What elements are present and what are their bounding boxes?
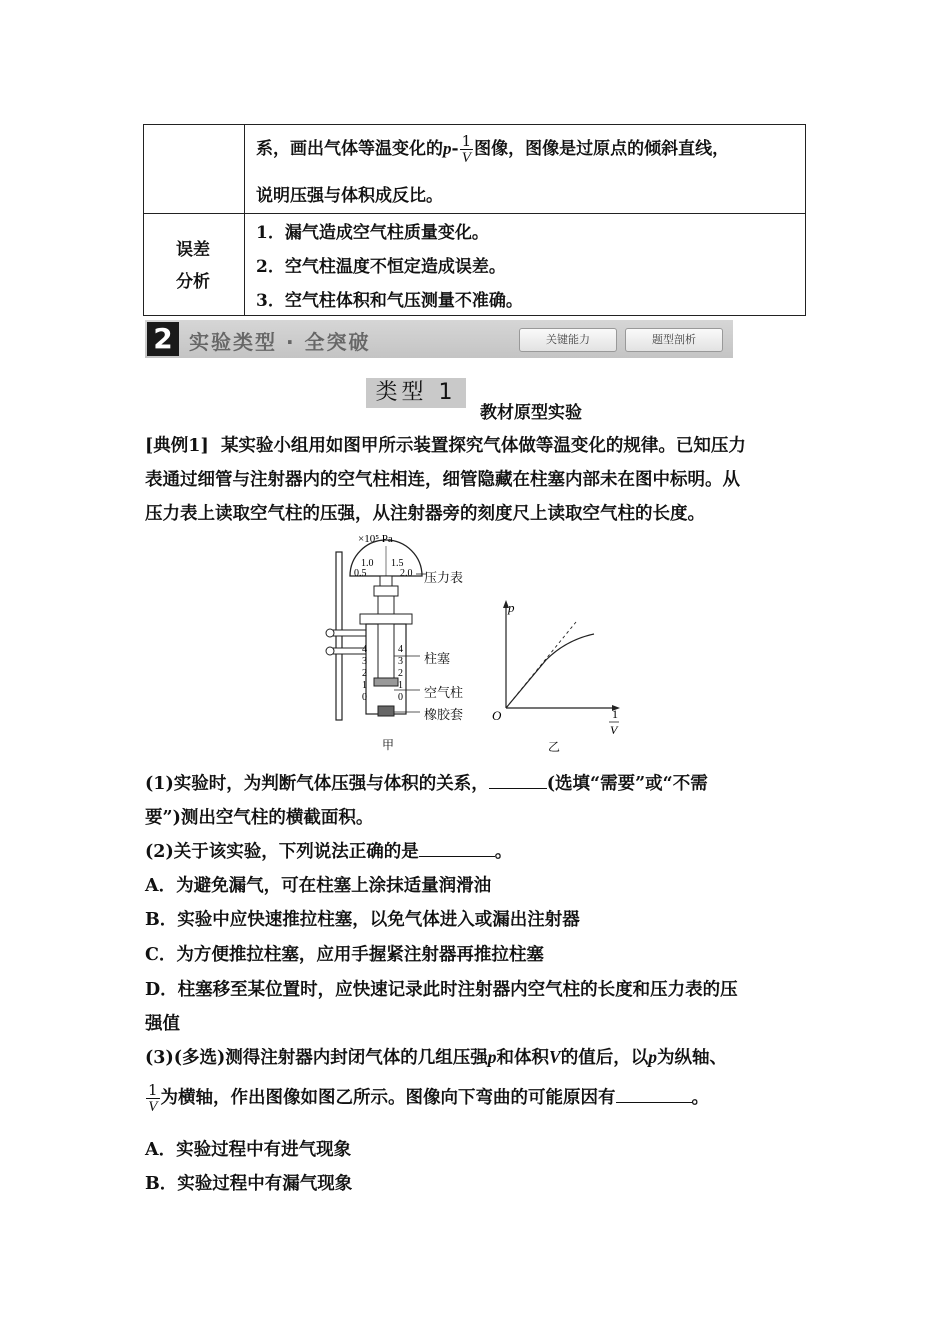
example-line-1: [典例1] 某实验小组用如图甲所示装置探究气体做等温变化的规律。已知压力 [145, 436, 746, 456]
axis-origin: O [492, 708, 502, 723]
scale-left-0: 0 [362, 692, 367, 703]
gauge-unit: ×10⁵ Pa [358, 533, 393, 545]
label-rubber-cap: 橡胶套 [424, 708, 464, 723]
section-banner [145, 320, 733, 358]
fraction-1-over-v-q3: $\frac{1}{V}$ [148, 1081, 158, 1115]
type-heading-label: 类型 1 [375, 380, 457, 405]
answer-blank-q2[interactable] [419, 840, 495, 857]
table-vertical-divider [244, 125, 245, 315]
table-row1-line1: 系，画出气体等温变化的p- $\frac{1}{V}$ 图像，图像是过原点的倾斜直线， [256, 132, 730, 166]
scale-right-0: 0 [398, 692, 403, 703]
axis-label-p: p [508, 600, 515, 615]
plunger [378, 624, 394, 686]
scale-left-2: 2 [362, 668, 367, 679]
syringe-cap [360, 614, 412, 624]
answer-blank-q3[interactable] [616, 1086, 692, 1103]
table-row1-line2: 说明压强与体积成反比。 [256, 186, 443, 206]
gauge-tick-0-5: 0.5 [354, 568, 367, 579]
gauge-connector [374, 586, 398, 596]
scale-left-3: 3 [362, 656, 367, 667]
q2-option-a: A．为避免漏气，可在柱塞上涂抹适量润滑油 [145, 876, 492, 896]
rubber-cap [378, 706, 394, 716]
q2-option-d-cont: 强值 [145, 1014, 180, 1034]
answer-blank-q1[interactable] [489, 772, 547, 789]
scale-right-3: 3 [398, 656, 403, 667]
q2-option-c: C．为方便推拉柱塞，应用手握紧注射器再推拉柱塞 [145, 945, 544, 965]
example-line-2: 表通过细管与注射器内的空气柱相连，细管隐藏在柱塞内部未在图中标明。从 [145, 470, 740, 490]
clamp-knob-top [326, 629, 334, 637]
label-air-column: 空气柱 [424, 686, 464, 701]
q3-line-2: $\frac{1}{V}$ 为横轴，作出图像如图乙所示。图像向下弯曲的可能原因有 。 [148, 1081, 710, 1115]
q1-line-2: 要”)测出空气柱的横截面积。 [145, 808, 374, 828]
figure-graph [486, 598, 636, 738]
caption-figure-a: 甲 [382, 738, 395, 752]
table-label-error-1: 误差 [176, 240, 210, 260]
gauge-neck [380, 576, 392, 586]
axis-x-den: V [610, 723, 618, 737]
q2-option-d: D．柱塞移至某位置时，应快速记录此时注射器内空气柱的长度和压力表的压 [145, 980, 738, 1000]
label-pressure-gauge: 压力表 [424, 571, 464, 586]
q1-line-1: (1)实验时，为判断气体压强与体积的关系， (选填“需要”或“不需 [145, 774, 708, 794]
gauge-tick-1-0: 1.0 [361, 558, 374, 569]
tag-question-analysis: 题型剖析 [625, 328, 723, 352]
section-title: 实验类型 · 全突破 [189, 330, 371, 354]
section-number: 2 [147, 322, 179, 356]
table-error-item-3: 3．空气柱体积和气压测量不准确。 [256, 291, 523, 311]
q3-option-a: A．实验过程中有进气现象 [145, 1140, 352, 1160]
table-label-error-2: 分析 [176, 272, 210, 292]
scale-right-4: 4 [398, 644, 403, 655]
q2-stem: (2)关于该实验，下列说法正确的是 。 [145, 842, 513, 862]
scale-right-2: 2 [398, 668, 403, 679]
q2-option-b: B．实验中应快速推拉柱塞，以免气体进入或漏出注射器 [145, 910, 580, 930]
q3-line-1: (3)(多选)测得注射器内封闭气体的几组压强p和体积V的值后，以p为纵轴、 [145, 1047, 727, 1068]
table-error-item-2: 2．空气柱温度不恒定造成误差。 [256, 257, 506, 277]
plunger-head [374, 678, 398, 686]
scale-right-1: 1 [398, 680, 403, 691]
info-table [143, 124, 806, 316]
data-curve [506, 634, 594, 708]
scale-left-4: 4 [362, 644, 367, 655]
q3-option-b: B．实验过程中有漏气现象 [145, 1174, 353, 1194]
axis-x-num: 1 [612, 707, 618, 721]
caption-figure-b: 乙 [548, 740, 561, 754]
fraction-1-over-v: $\frac{1}{V}$ [461, 132, 472, 166]
tag-key-ability: 关键能力 [519, 328, 617, 352]
gauge-tick-1-5: 1.5 [391, 558, 404, 569]
clamp-knob-bottom [326, 647, 334, 655]
gauge-tick-2-0: 2.0 [400, 568, 413, 579]
example-label: [典例1] [145, 436, 209, 456]
gauge-stem [378, 596, 394, 614]
table-error-item-1: 1．漏气造成空气柱质量变化。 [256, 223, 489, 243]
example-line-3: 压力表上读取空气柱的压强，从注射器旁的刻度尺上读取空气柱的长度。 [145, 504, 705, 524]
scale-left-1: 1 [362, 680, 367, 691]
label-plunger: 柱塞 [424, 652, 451, 667]
type-heading-box [366, 378, 466, 408]
table-horizontal-divider [144, 213, 805, 214]
type-heading-subtitle: 教材原型实验 [480, 403, 582, 423]
